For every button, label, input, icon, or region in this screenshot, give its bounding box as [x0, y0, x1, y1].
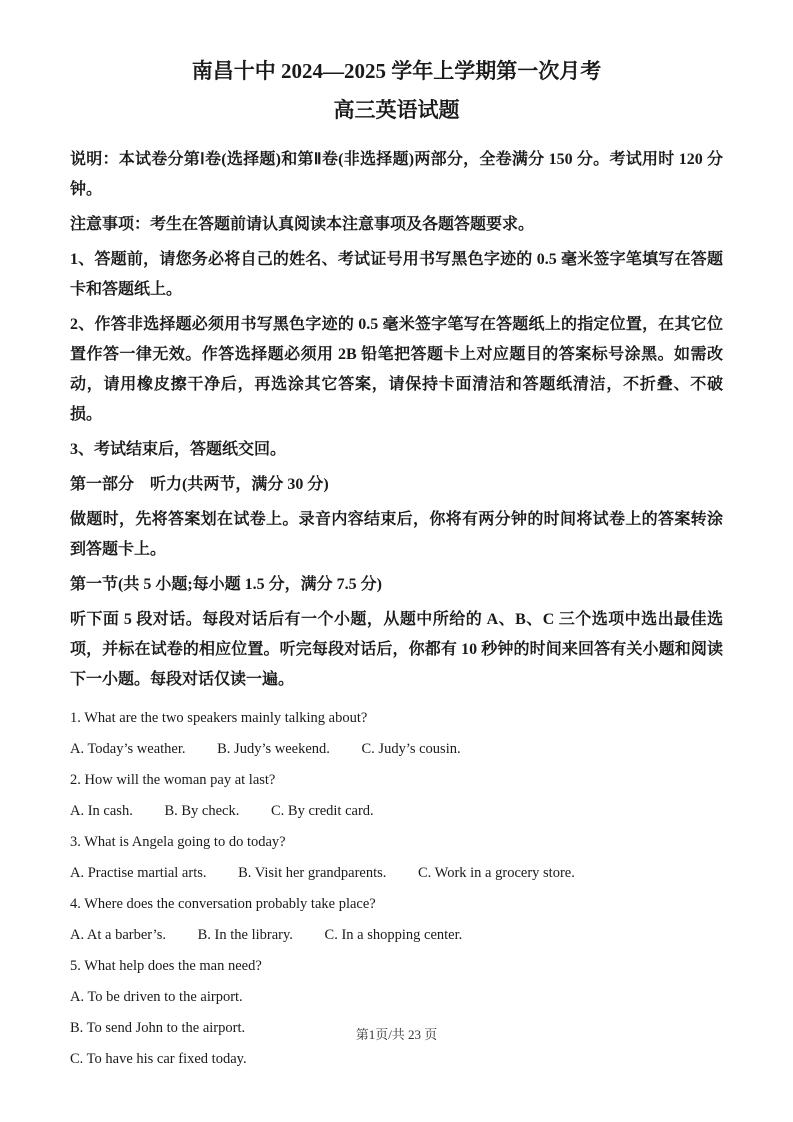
- notice-item-2: 2、作答非选择题必须用书写黑色字迹的 0.5 毫米签字笔写在答题纸上的指定位置，在其它位置作答一律无效。作答选择题必须用 2B 铅笔把答题卡上对应题目的答案标号涂黑。如需改动，请用橡皮擦干净后，再选涂其它答案，请保持卡面清洁和答题纸清洁，不折叠、不破损。: [70, 316, 723, 423]
- notice-item-1: 1、答题前，请您务必将自己的姓名、考试证号用书写黑色字迹的 0.5 毫米签字笔填写在答题卡和答题纸上。: [70, 251, 723, 298]
- question-2-option-b: B. By check.: [164, 803, 240, 819]
- exam-subtitle: 高三英语试题: [333, 98, 460, 122]
- page-number: 第1页/共 23 页: [355, 1027, 438, 1042]
- question-5-option-a: A. To be driven to the airport.: [70, 989, 243, 1005]
- question-5-option-c: C. To have his car fixed today.: [70, 1051, 247, 1067]
- question-1-text: 1. What are the two speakers mainly talking about?: [70, 710, 368, 726]
- question-1-option-a: A. Today’s weather.: [70, 741, 186, 757]
- question-4-option-b: B. In the library.: [197, 927, 293, 943]
- question-2-option-a: A. In cash.: [70, 803, 133, 819]
- exam-description: 说明：本试卷分第Ⅰ卷(选择题)和第Ⅱ卷(非选择题)两部分，全卷满分 150 分。考试用时 120 分钟。: [70, 151, 723, 198]
- question-2-options: [70, 803, 723, 819]
- question-4-option-a: A. At a barber’s.: [70, 927, 166, 943]
- question-1-option-b: B. Judy’s weekend.: [217, 741, 330, 757]
- section1-heading: 第一节(共 5 小题;每小题 1.5 分，满分 7.5 分): [70, 576, 382, 593]
- question-3-text: 3. What is Angela going to do today?: [70, 834, 286, 850]
- question-3-options: [70, 865, 723, 881]
- part1-heading: 第一部分 听力(共两节，满分 30 分): [70, 476, 329, 493]
- question-4-text: 4. Where does the conversation probably take place?: [70, 896, 376, 912]
- question-5: [70, 958, 723, 1067]
- question-4-option-c: C. In a shopping center.: [324, 927, 463, 943]
- notice-item-3: 3、考试结束后，答题纸交回。: [70, 441, 287, 458]
- notice-heading: 注意事项：考生在答题前请认真阅读本注意事项及各题答题要求。: [70, 216, 535, 233]
- document-header: [70, 56, 723, 125]
- question-5-option-b: B. To send John to the airport.: [70, 1020, 246, 1036]
- question-4-options: [70, 927, 723, 943]
- question-3-option-c: C. Work in a grocery store.: [418, 865, 575, 881]
- exam-title: 南昌十中 2024—2025 学年上学期第一次月考: [191, 59, 602, 83]
- question-3: [70, 834, 723, 881]
- question-1: [70, 710, 723, 757]
- question-1-option-c: C. Judy’s cousin.: [361, 741, 461, 757]
- question-2-option-c: C. By credit card.: [270, 803, 374, 819]
- question-2: [70, 772, 723, 819]
- question-5-text: 5. What help does the man need?: [70, 958, 262, 974]
- page-footer: [0, 1024, 793, 1043]
- question-1-options: [70, 741, 723, 757]
- document-body: [70, 145, 723, 1067]
- section1-note: 听下面 5 段对话。每段对话后有一个小题，从题中所给的 A、B、C 三个选项中选出最佳选项，并标在试卷的相应位置。听完每段对话后，你都有 10 秒钟的时间来回答有关小题和阅读下一小题。每段对话仅读一遍。: [70, 611, 723, 688]
- question-2-text: 2. How will the woman pay at last?: [70, 772, 276, 788]
- question-3-option-a: A. Practise martial arts.: [70, 865, 207, 881]
- part1-note: 做题时，先将答案划在试卷上。录音内容结束后，你将有两分钟的时间将试卷上的答案转涂到答题卡上。: [70, 511, 723, 558]
- question-3-option-b: B. Visit her grandparents.: [238, 865, 387, 881]
- question-4: [70, 896, 723, 943]
